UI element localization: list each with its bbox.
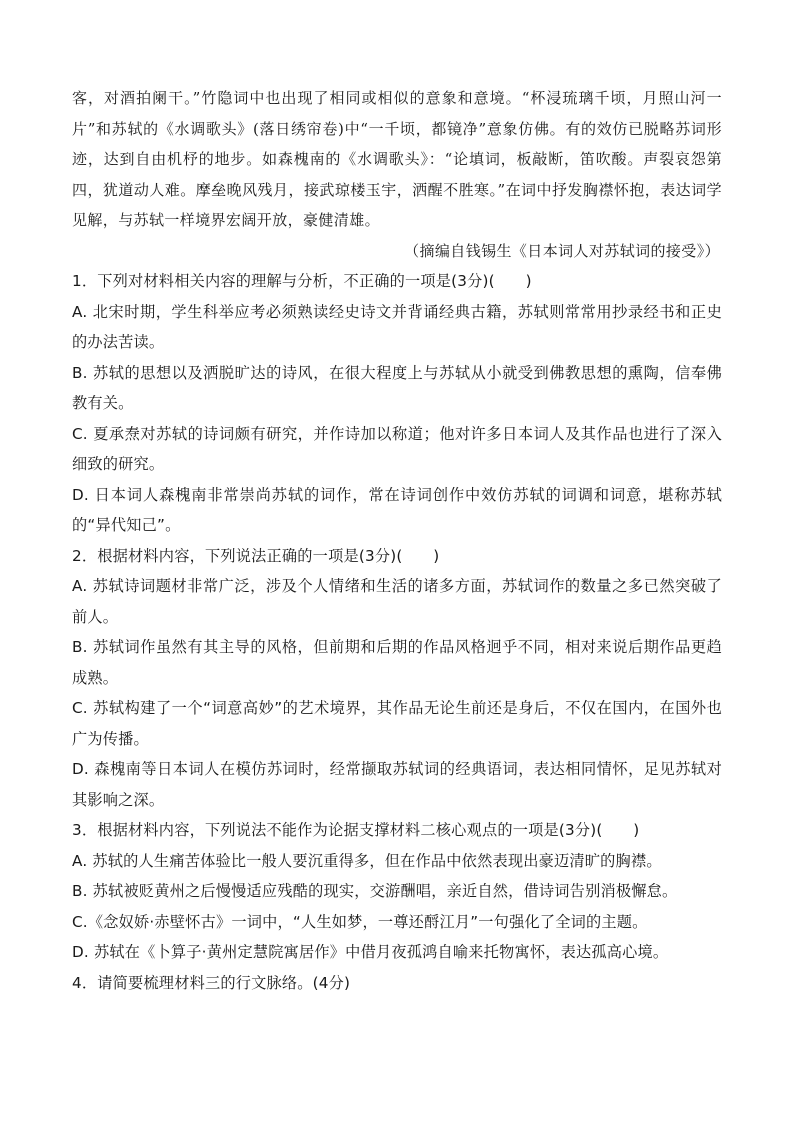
option-c: C. 苏轼构建了一个“词意高妙”的艺术境界，其作品无论生前还是身后，不仅在国内，在国外也广为传播。: [72, 699, 722, 748]
question-4: [72, 968, 722, 999]
option-d: D. 苏轼在《卜算子·黄州定慧院寓居作》中借月夜孤鸿自喻来托物寓怀，表达孤高心境。: [72, 943, 669, 961]
question-stem: 3．根据材料内容，下列说法不能作为论据支撑材料二核心观点的一项是(3分)( ): [72, 821, 640, 839]
option-a: A. 苏轼诗词题材非常广泛，涉及个人情绪和生活的诸多方面，苏轼词作的数量之多已然突破了前人。: [72, 577, 722, 626]
question-2: [72, 541, 722, 816]
option-a: A. 北宋时期，学生科举应考必须熟读经史诗文并背诵经典古籍，苏轼则常常用抄录经书和正史的办法苦读。: [72, 302, 722, 351]
option-b: B. 苏轼词作虽然有其主导的风格，但前期和后期的作品风格迥乎不同，相对来说后期作品更趋成熟。: [72, 638, 722, 687]
page-content: [72, 83, 722, 998]
question-3: [72, 815, 722, 968]
question-stem: 4．请简要梳理材料三的行文脉络。(4分): [72, 973, 351, 992]
option-c: C.《念奴娇·赤壁怀古》一词中，“人生如梦，一尊还酹江月”一句强化了全词的主题。: [72, 912, 648, 931]
option-a: A. 苏轼的人生痛苦体验比一般人要沉重得多，但在作品中依然表现出豪迈清旷的胸襟。: [72, 851, 662, 870]
option-d: D. 森槐南等日本词人在模仿苏词时，经常撷取苏轼词的经典语词，表达相同情怀，足见苏轼对其影响之深。: [72, 760, 722, 809]
option-b: B. 苏轼被贬黄州之后慢慢适应残酷的现实，交游酬唱，亲近自然，借诗词告别消极懈怠。: [72, 882, 678, 900]
question-stem: 1．下列对材料相关内容的理解与分析，不正确的一项是(3分)( ): [72, 272, 532, 290]
option-d: D. 日本词人森槐南非常崇尚苏轼的词作，常在诗词创作中效仿苏轼的词调和词意，堪称苏轼的“异代知己”。: [72, 485, 722, 534]
question-stem: 2．根据材料内容，下列说法正确的一项是(3分)( ): [72, 546, 440, 565]
passage-text: 客，对酒拍阑干。”竹隐词中也出现了相同或相似的意象和意境。“杯浸琉璃千顷，月照山河一片”和苏轼的《水调歌头》(落日绣帘卷)中“一千顷，都镜净”意象仿佛。有的效仿已脱略苏词形迹，达到自由机杼的地步。如森槐南的《水调歌头》：“论填词，板敲断，笛吹酸。声裂哀怨第四，犹道动人难。摩垒晚风残月，接武琼楼玉宇，洒醒不胜寒。”在词中抒发胸襟怀抱，表达词学见解，与苏轼一样境界宏阔开放，豪健清雄。: [72, 89, 722, 229]
option-b: B. 苏轼的思想以及洒脱旷达的诗风，在很大程度上与苏轼从小就受到佛教思想的熏陶，信奉佛教有关。: [72, 363, 722, 412]
question-1: [72, 266, 722, 541]
passage-source: （摘编自钱锡生《日本词人对苏轼词的接受》）: [404, 241, 720, 260]
option-c: C. 夏承焘对苏轼的诗词颇有研究，并作诗加以称道；他对许多日本词人及其作品也进行了深入细致的研究。: [72, 424, 722, 473]
